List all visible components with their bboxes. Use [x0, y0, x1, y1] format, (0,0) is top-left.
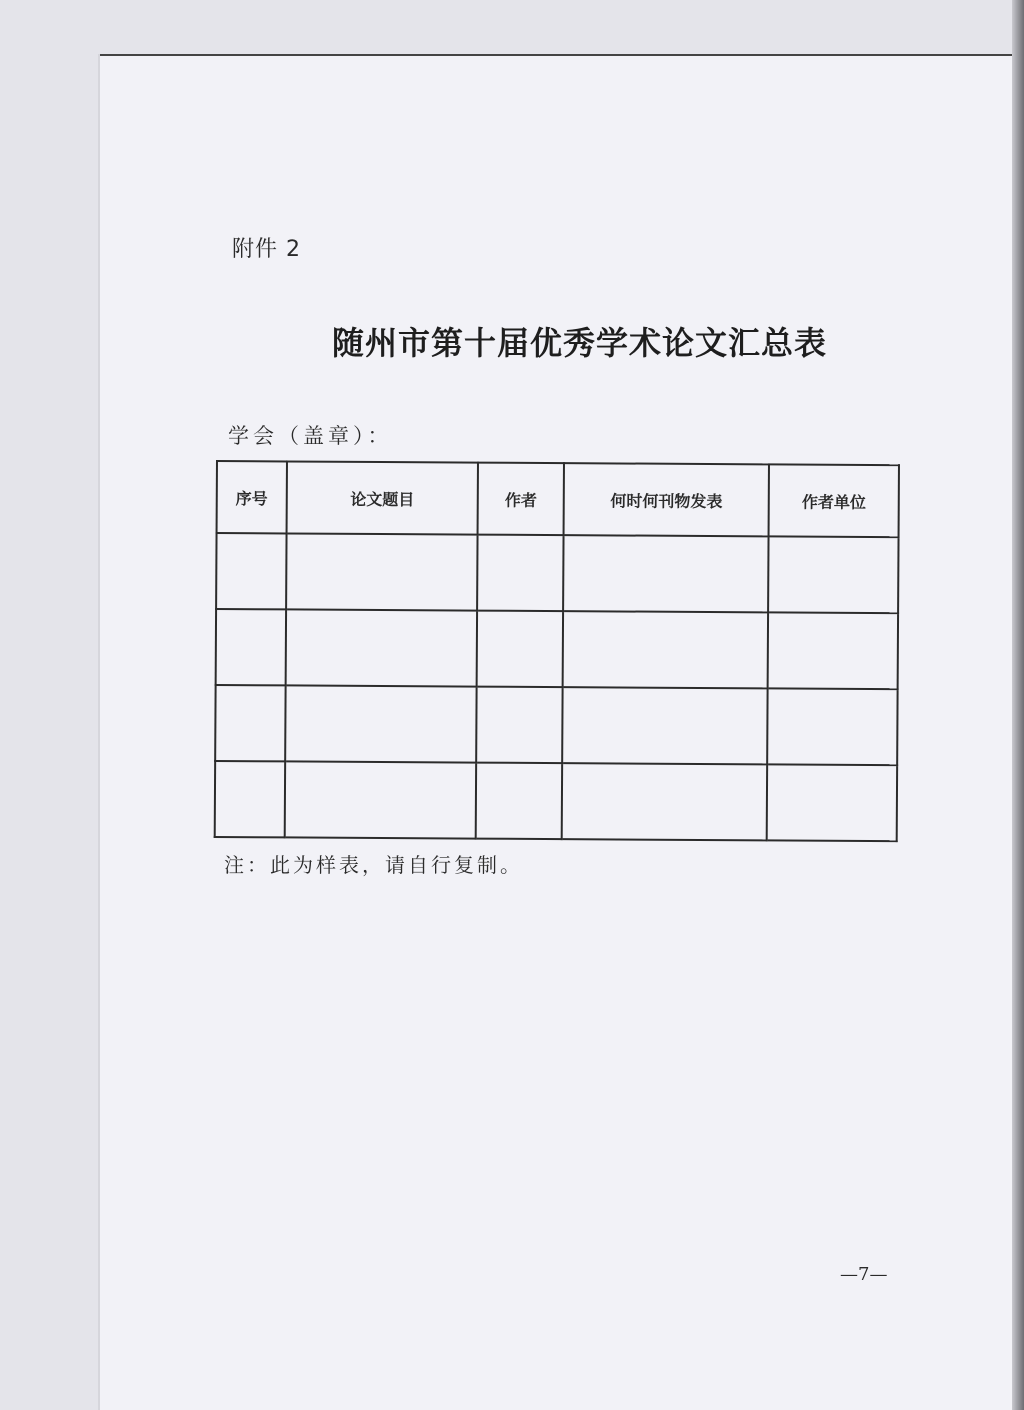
header-serial-number: 序号	[217, 461, 287, 533]
table-cell	[767, 764, 897, 841]
header-publication: 何时何刊物发表	[564, 463, 770, 536]
table-cell	[216, 533, 286, 609]
table-row	[216, 533, 898, 613]
table-cell	[477, 535, 563, 612]
table-cell	[285, 761, 477, 838]
table-cell	[476, 763, 562, 840]
table-cell	[563, 535, 769, 612]
table-cell	[768, 536, 898, 613]
header-author: 作者	[478, 463, 564, 536]
table-cell	[768, 612, 898, 689]
table-header-row	[217, 461, 899, 537]
attachment-label: 附件 2	[232, 237, 301, 262]
society-seal-label: 学会（盖章）：	[228, 424, 393, 448]
table-row	[215, 685, 897, 765]
table-cell	[768, 688, 898, 765]
table-note: 注：此为样表，请自行复制。	[224, 853, 523, 877]
document-title: 随州市第十届优秀学术论文汇总表	[332, 324, 828, 362]
table-cell	[286, 533, 478, 610]
table-cell	[215, 761, 285, 837]
table-row	[216, 609, 898, 689]
table-cell	[562, 687, 768, 764]
table-cell	[562, 763, 768, 840]
table-cell	[215, 685, 285, 761]
table-cell	[216, 609, 286, 685]
paper-summary-table	[214, 460, 900, 842]
header-paper-title: 论文题目	[286, 461, 478, 534]
table-cell	[285, 685, 477, 762]
table-cell	[476, 687, 562, 764]
scan-edge-shadow	[1012, 0, 1024, 1410]
header-author-unit: 作者单位	[769, 464, 899, 537]
table-cell	[477, 611, 563, 688]
table-cell	[563, 611, 769, 688]
table-row	[215, 761, 897, 841]
page-number: —7—	[840, 1264, 888, 1285]
document-page	[100, 54, 1012, 1410]
table-cell	[285, 609, 477, 686]
